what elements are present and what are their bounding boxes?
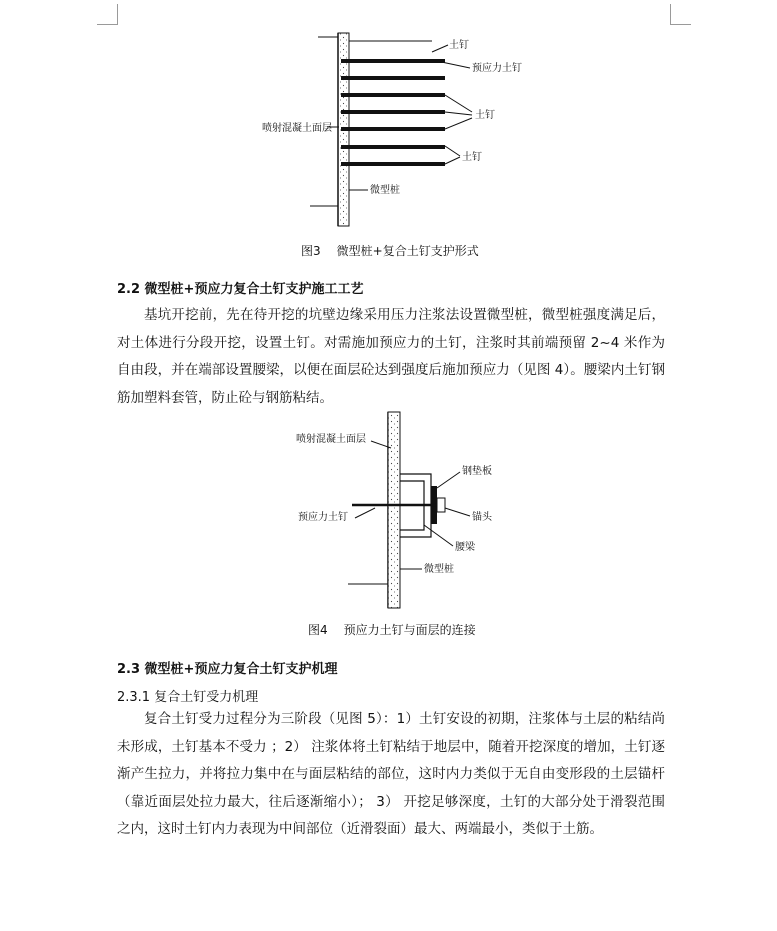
page-corner-mark-right [670,4,691,25]
fig3-label-soil-nail-mid: 土钉 [475,110,495,121]
anchor-head [437,498,445,512]
nail-bar-5 [341,127,445,131]
figure-4-caption-text: 预应力土钉与面层的连接 [343,623,476,637]
soil-nail-bars [341,59,445,166]
nail-bar-1 [341,59,445,63]
figure-4-caption [308,621,476,638]
fig3-label-micro-pile: 微型桩 [370,185,400,196]
figure-4-caption-number: 图4 [308,623,328,637]
figure-3-caption-text: 微型桩+复合土钉支护形式 [336,244,479,258]
figure-4-diagram [0,408,777,613]
page-corner-mark-left [97,4,118,25]
fig4-label-steel-plate: 钢垫板 [462,466,492,477]
nail-bar-7 [341,162,445,166]
fig4-label-shotcrete-layer: 喷射混凝土面层 [296,434,366,445]
section-2-3-heading: 2.3 微型桩+预应力复合土钉支护机理 [117,662,338,677]
section-2-3-1-subheading: 2.3.1 复合土钉受力机理 [117,690,259,705]
figure-3-diagram [0,28,777,233]
fig4-label-waist-beam: 腰梁 [455,542,475,553]
fig3-label-shotcrete-layer: 喷射混凝土面层 [262,123,332,134]
section-2-3-1-paragraph: 复合土钉受力过程分为三阶段（见图 5）：1）土钉安设的初期，注浆体与土层的粘结尚未形成，土钉基本不受力 ；2） 注浆体将土钉粘结于地层中，随着开挖深度的增加，土钉逐渐产生拉力，并将拉力集中在与面层粘结的部位，这时内力类似于无自由变形段的土层锚杆（靠近面层处拉力最大，往后逐渐缩小）； 3） 开挖足够深度，土钉的大部分处于滑裂范围之内，这时土钉内力表现为中间部位（近滑裂面）最大、两端最小，类似于土筋。 [117,711,665,837]
section-2-2-heading: 2.2 微型桩+预应力复合土钉支护施工工艺 [117,282,364,297]
shotcrete-face-layer [388,412,400,608]
figure-3-caption-number: 图3 [301,244,321,258]
section-2-2-paragraph: 基坑开挖前，先在待开挖的坑壁边缘采用压力注浆法设置微型桩，微型桩强度满足后，对土体进行分段开挖，设置土钉。对需施加预应力的土钉，注浆时其前端预留 2~4 米作为自由段，并在端部设置腰梁，以便在面层砼达到强度后施加预应力（见图 4）。腰梁内土钉钢筋加塑料套管，防止砼与钢筋粘结。 [117,307,665,406]
fig3-label-prestressed-nail: 预应力土钉 [472,63,522,74]
nail-bar-4 [341,110,445,114]
fig4-label-anchor-head: 锚头 [472,512,492,523]
fig4-label-micro-pile: 微型桩 [424,564,454,575]
fig4-label-prestressed-nail: 预应力土钉 [298,512,348,523]
fig3-label-soil-nail-low: 土钉 [462,152,482,163]
figure-3-caption [301,242,479,259]
nail-bar-6 [341,145,445,149]
nail-bar-3 [341,93,445,97]
fig3-label-soil-nail-top: 土钉 [449,40,469,51]
nail-bar-2 [341,76,445,80]
